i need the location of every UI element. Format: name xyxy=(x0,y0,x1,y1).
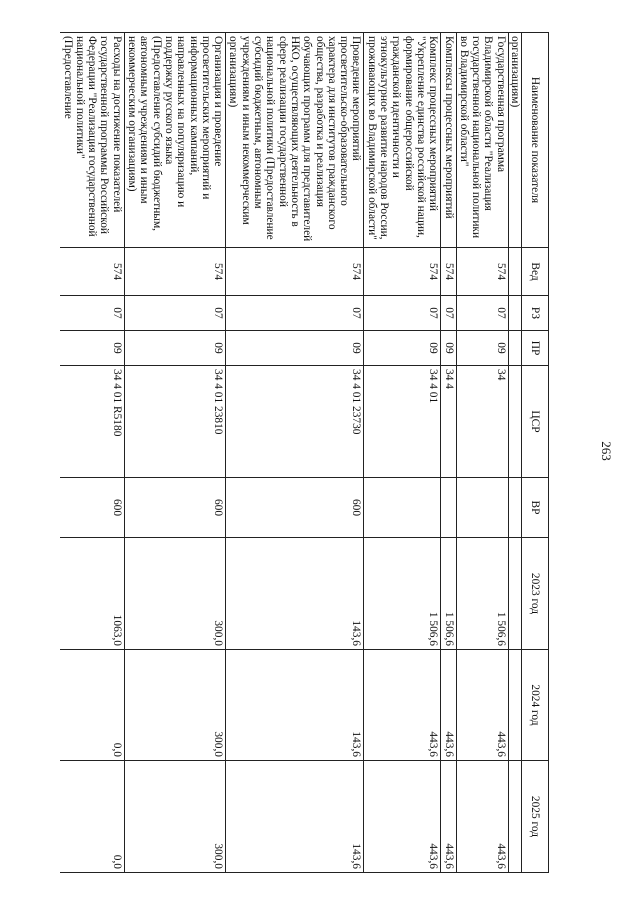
row-rz: 07 xyxy=(226,296,364,331)
table-row xyxy=(60,33,124,873)
header-vr: ВР xyxy=(522,478,549,538)
row-2025: 443,6 xyxy=(364,761,441,873)
row-vr xyxy=(441,478,456,538)
row-name: Государственная программа Владимирской области "Реализация государственной национальной политики во Владимирской области" xyxy=(456,33,508,248)
row-ved: 574 xyxy=(364,248,441,296)
row-vr: 600 xyxy=(226,478,364,538)
row-ved: 574 xyxy=(60,248,124,296)
row-rz: 07 xyxy=(124,296,225,331)
row-2024: 143,6 xyxy=(226,650,364,761)
row-2025: 443,6 xyxy=(456,761,508,873)
row-rz: 07 xyxy=(364,296,441,331)
row-ved: 574 xyxy=(456,248,508,296)
row-vr xyxy=(456,478,508,538)
row-rz: 07 xyxy=(441,296,456,331)
header-csr: ЦСР xyxy=(522,366,549,478)
table-row xyxy=(364,33,441,873)
row-name: Расходы на достижение показателей государственной программы Российской Федерации "Реализация государственной национальной политики" (Предоставление xyxy=(60,33,124,248)
header-pr: ПР xyxy=(522,331,549,366)
row-pr: 09 xyxy=(226,331,364,366)
row-name: Проведение мероприятий просветительско-образовательного характера для институтов гражданского общества, разработка и реализация обучающих программ для представителей НКО, осуществляющих деятельность в сфере реализации государственной национальной политики (Предоставление субсидий бюджетным, автономным учреждениям и иным некоммерческим организациям) xyxy=(226,33,364,248)
row-csr: 34 4 01 23810 xyxy=(124,366,225,478)
row-2025: 0,0 xyxy=(60,761,124,873)
row-name: Организация и проведение просветительских мероприятий и информационных кампаний, направленных на популяризацию и поддержку русского языка (Предоставление субсидий бюджетным, автономным учреждениям и иным некоммерческим организациям) xyxy=(124,33,225,248)
row-pr: 09 xyxy=(456,331,508,366)
row-vr: 600 xyxy=(124,478,225,538)
row-2024: 300,0 xyxy=(124,650,225,761)
row-name: Комплексы процессных мероприятий xyxy=(441,33,456,248)
row-pr: 09 xyxy=(60,331,124,366)
row-ved: 574 xyxy=(441,248,456,296)
row-2025: 443,6 xyxy=(441,761,456,873)
row-csr: 34 4 01 xyxy=(364,366,441,478)
table-row xyxy=(456,33,508,873)
row-csr: 34 4 01 23730 xyxy=(226,366,364,478)
table-row xyxy=(124,33,225,873)
header-2024: 2024 год xyxy=(522,650,549,761)
row-ved: 574 xyxy=(226,248,364,296)
row-2025: 300,0 xyxy=(124,761,225,873)
header-ved: Вед xyxy=(522,248,549,296)
row-ved: 574 xyxy=(124,248,225,296)
row-rz: 07 xyxy=(60,296,124,331)
table-row xyxy=(441,33,456,873)
row-2023: 1 506,6 xyxy=(364,538,441,650)
header-rz: РЗ xyxy=(522,296,549,331)
row-rz: 07 xyxy=(456,296,508,331)
row-vr: 600 xyxy=(60,478,124,538)
row-pr: 09 xyxy=(364,331,441,366)
row-2023: 1 506,6 xyxy=(441,538,456,650)
row-pr: 09 xyxy=(124,331,225,366)
page-number: 263 xyxy=(598,441,614,461)
row-name: Комплекс процессных мероприятий "Укрепление единства российской нации, формирование общероссийской гражданской идентичности и этнокультурное развитие народов России, проживающих во Владимирской области" xyxy=(364,33,441,248)
row-2024: 0,0 xyxy=(60,650,124,761)
row-2025: 143,6 xyxy=(226,761,364,873)
header-name: Наименование показателя xyxy=(522,33,549,248)
row-2023: 143,6 xyxy=(226,538,364,650)
row-2024: 443,6 xyxy=(456,650,508,761)
row-2023: 1063,0 xyxy=(60,538,124,650)
table-header xyxy=(522,33,549,873)
table-row xyxy=(226,33,364,873)
continuation-row xyxy=(508,33,521,873)
row-pr: 09 xyxy=(441,331,456,366)
budget-table xyxy=(60,32,549,873)
row-csr: 34 xyxy=(456,366,508,478)
header-2023: 2023 год xyxy=(522,538,549,650)
row-2024: 443,6 xyxy=(364,650,441,761)
continuation-text: организациям) xyxy=(508,33,521,248)
row-2024: 443,6 xyxy=(441,650,456,761)
rotated-page xyxy=(24,32,549,872)
header-2025: 2025 год xyxy=(522,761,549,873)
row-csr: 34 4 01 R5180 xyxy=(60,366,124,478)
row-2023: 1 506,6 xyxy=(456,538,508,650)
row-csr: 34 4 xyxy=(441,366,456,478)
row-2023: 300,0 xyxy=(124,538,225,650)
row-vr xyxy=(364,478,441,538)
